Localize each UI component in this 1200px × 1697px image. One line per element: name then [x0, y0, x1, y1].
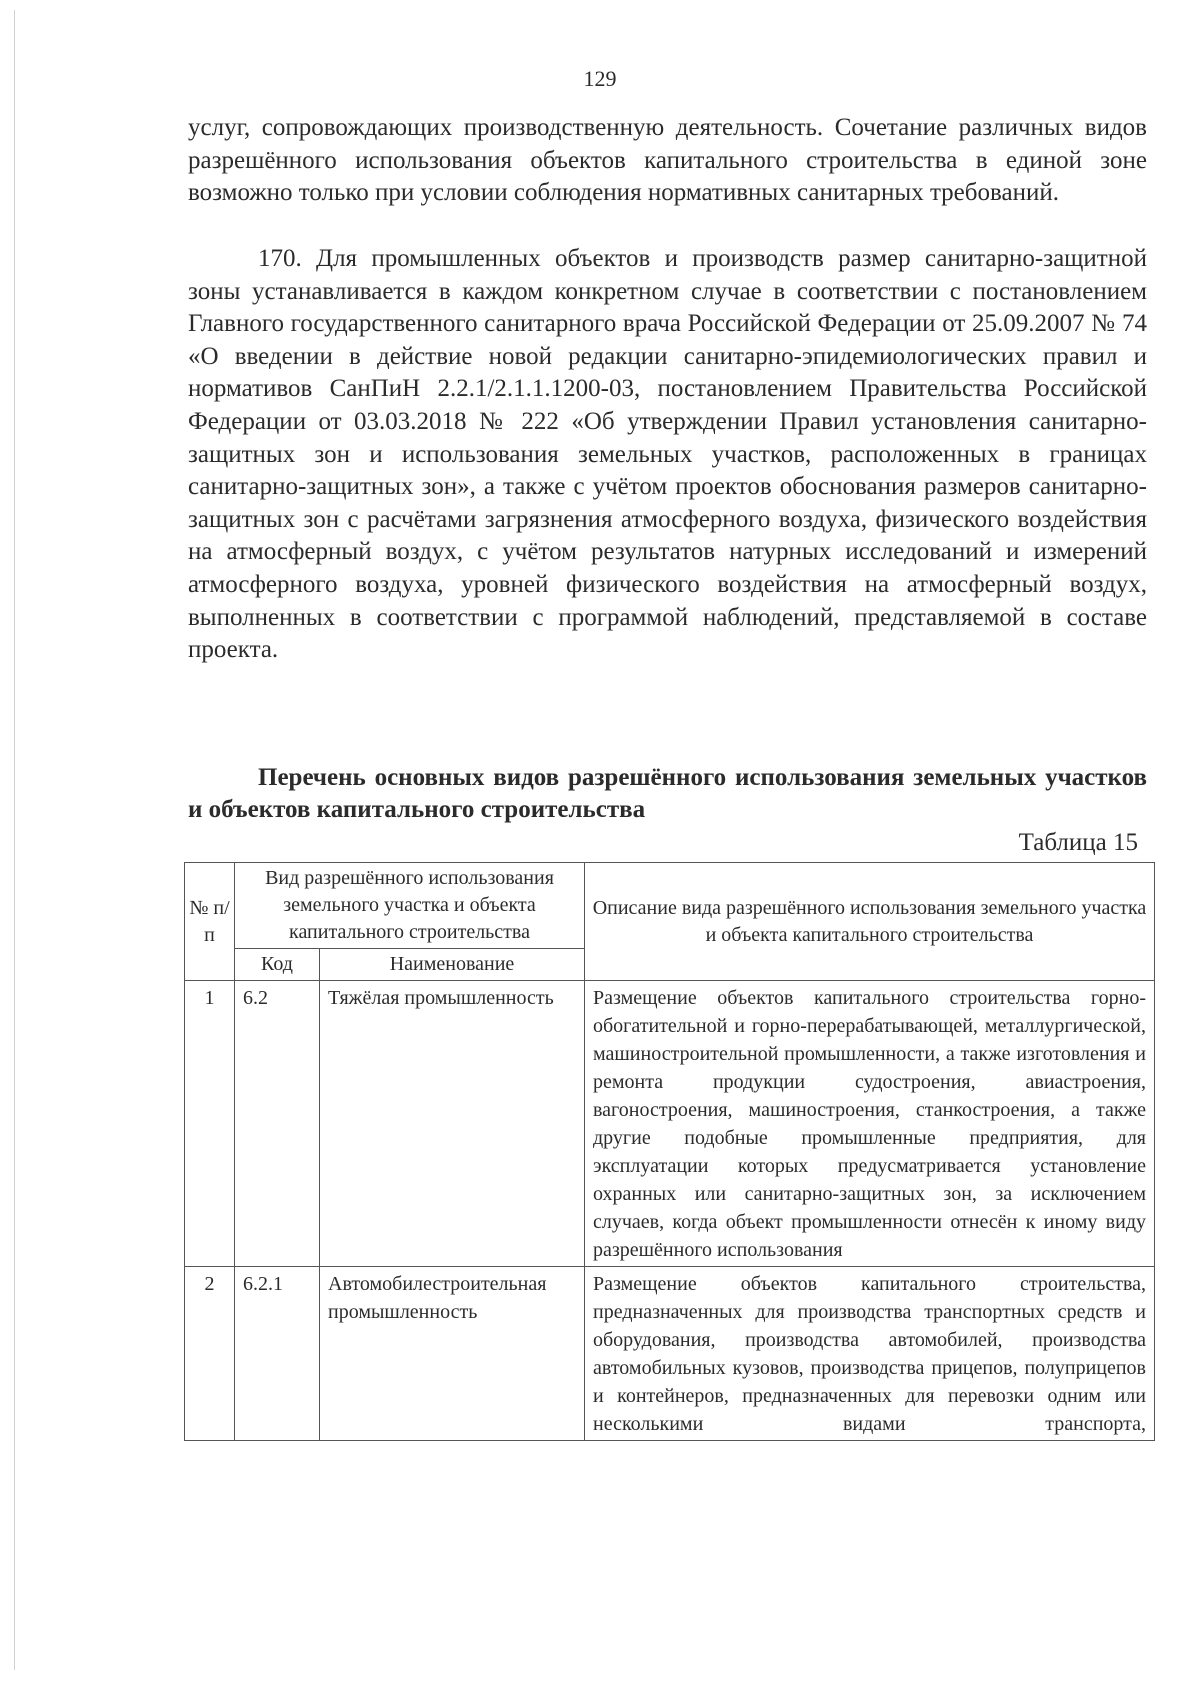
row-description: Размещение объектов капитального строительства горно-обогатительной и горно-перерабатывающей, металлургической, машиностроительной промышленности, а также изготовления и ремонта продукции судостроения, авиастроения, вагоностроения, машиностроения, станкостроения, а также другие подобные промышленные предприятия, для эксплуатации которых предусматривается установление охранных или санитарно-защитных зон, за исключением случаев, когда объект промышленности отнесён к иному виду разрешённого использования — [585, 981, 1155, 1267]
header-type-group: Вид разрешённого использования земельного участка и объекта капитального строительства — [235, 863, 585, 949]
header-description: Описание вида разрешённого использования земельного участка и объекта капитального строительства — [585, 863, 1155, 981]
row-number: 1 — [185, 981, 235, 1267]
paragraph-text: 170. Для промышленных объектов и производств размер санитарно-защитной зоны устанавливается в каждом конкретном случае в соответствии с постановлением Главного государственного санитарного врача Российской Федерации от 25.09.2007 № 74 «О введении в действие новой редакции санитарно-эпидемиологических правил и нормативов СанПиН 2.2.1/2.1.1.1200-03, постановлением Правительства Российской Федерации от 03.03.2018 № 222 «Об утверждении Правил установления санитарно-защитных зон и использования земельных участков, расположенных в границах санитарно-защитных зон», а также с учётом проектов обоснования размеров санитарно-защитных зон с расчётами загрязнения атмосферного воздуха, физического воздействия на атмосферный воздух, с учётом результатов натурных исследований и измерений атмосферного воздуха, уровней физического воздействия на атмосферный воздух, выполненных в соответствии с программой наблюдений, представляемой в составе проекта. — [188, 245, 1147, 664]
table-row — [185, 981, 1155, 1267]
row-name: Автомобилестроительная промышленность — [320, 1267, 585, 1441]
header-name: Наименование — [320, 949, 585, 981]
table-caption: Таблица 15 — [1018, 829, 1138, 856]
row-name: Тяжёлая промышленность — [320, 981, 585, 1267]
table-header-row — [185, 863, 1155, 949]
header-code: Код — [235, 949, 320, 981]
row-code: 6.2.1 — [235, 1267, 320, 1441]
table-header — [185, 863, 1155, 981]
row-number: 2 — [185, 1267, 235, 1441]
paragraph-continuation — [188, 112, 1147, 210]
table-body — [185, 981, 1155, 1441]
land-use-table — [184, 862, 1155, 1441]
row-code: 6.2 — [235, 981, 320, 1267]
header-number: № п/п — [185, 863, 235, 981]
page-number: 129 — [583, 66, 617, 91]
paragraph-text: услуг, сопровождающих производственную деятельность. Сочетание различных видов разрешённого использования объектов капитального строительства в единой зоне возможно только при условии соблюдения нормативных санитарных требований. — [188, 114, 1147, 207]
table-row — [185, 1267, 1155, 1441]
paragraph-170 — [188, 243, 1147, 667]
row-description: Размещение объектов капитального строительства, предназначенных для производства транспортных средств и оборудования, производства автомобилей, производства автомобильных кузовов, производства прицепов, полуприцепов и контейнеров, предназначенных для перевозки одним или несколькими видами транспорта, — [585, 1267, 1155, 1441]
section-title: Перечень основных видов разрешённого использования земельных участков и объектов капитального строительства — [188, 764, 1147, 823]
